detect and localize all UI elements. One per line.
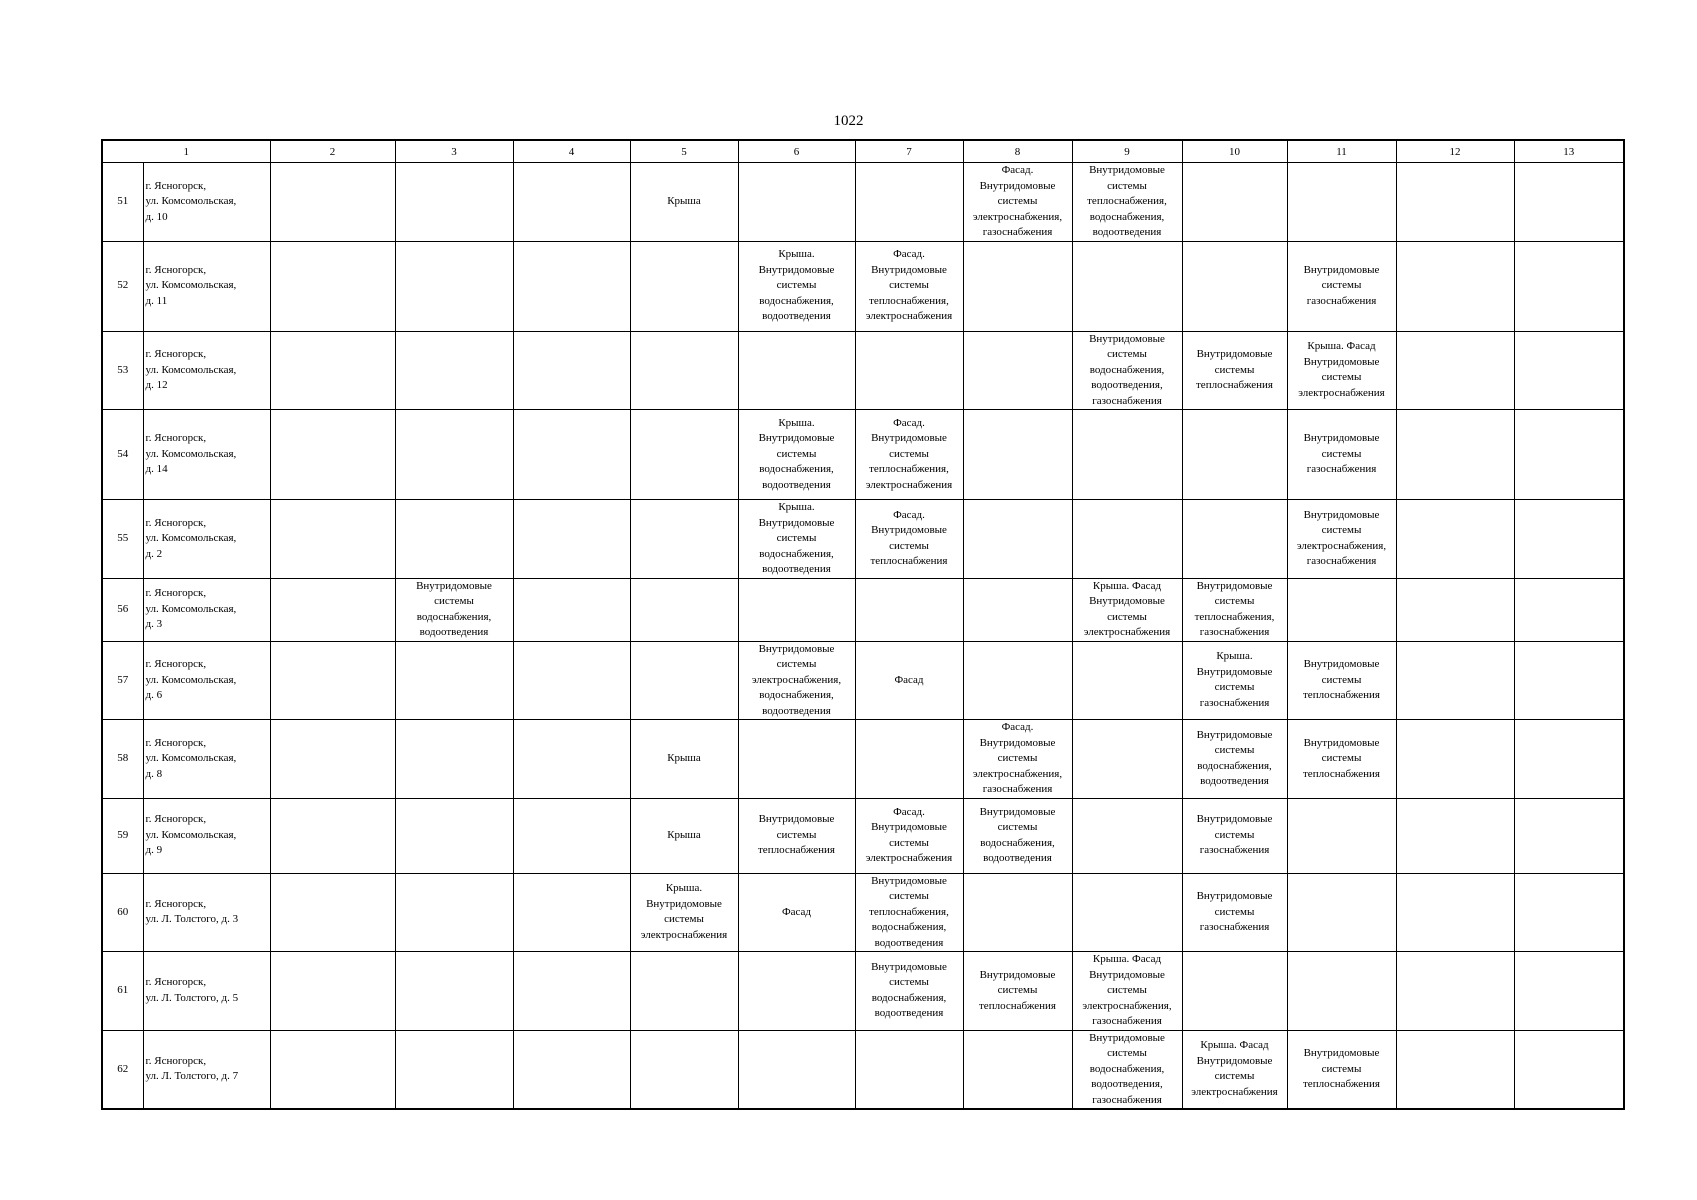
work-cell-col-6: Внутридомовые системы электроснабжения, водоснабжения, водоотведения	[738, 641, 855, 720]
work-cell-col-10: Крыша. Фасад Внутридомовые системы электроснабжения	[1182, 1030, 1287, 1109]
column-header-1: 1	[102, 140, 270, 163]
work-cell-col-11: Внутридомовые системы теплоснабжения	[1287, 720, 1396, 799]
address-cell: г. Ясногорск, ул. Комсомольская, д. 6	[143, 641, 270, 720]
work-cell-col-2	[270, 241, 395, 331]
work-cell-col-3	[395, 798, 513, 873]
table-row	[102, 798, 1624, 873]
table-body	[102, 163, 1624, 1110]
work-cell-col-7	[855, 163, 963, 242]
row-number: 59	[102, 798, 143, 873]
work-cell-col-7	[855, 720, 963, 799]
work-cell-col-10: Внутридомовые системы газоснабжения	[1182, 798, 1287, 873]
work-cell-col-8	[963, 410, 1072, 500]
work-cell-col-4	[513, 641, 630, 720]
column-header-5: 5	[630, 140, 738, 163]
work-cell-col-5	[630, 578, 738, 641]
work-cell-col-4	[513, 1030, 630, 1109]
table-row	[102, 500, 1624, 579]
work-cell-col-6: Крыша. Внутридомовые системы водоснабжения, водоотведения	[738, 500, 855, 579]
table-row	[102, 331, 1624, 410]
work-cell-col-11: Внутридомовые системы газоснабжения	[1287, 241, 1396, 331]
work-cell-col-12	[1396, 1030, 1514, 1109]
work-cell-col-2	[270, 952, 395, 1031]
work-cell-col-10: Внутридомовые системы теплоснабжения	[1182, 331, 1287, 410]
work-cell-col-5: Крыша. Внутридомовые системы электроснабжения	[630, 873, 738, 952]
work-cell-col-4	[513, 798, 630, 873]
work-cell-col-7	[855, 1030, 963, 1109]
work-cell-col-4	[513, 163, 630, 242]
work-cell-col-11: Внутридомовые системы электроснабжения, газоснабжения	[1287, 500, 1396, 579]
work-cell-col-8: Внутридомовые системы теплоснабжения	[963, 952, 1072, 1031]
work-cell-col-3	[395, 410, 513, 500]
work-cell-col-5: Крыша	[630, 798, 738, 873]
work-cell-col-9: Крыша. Фасад Внутридомовые системы электроснабжения, газоснабжения	[1072, 952, 1182, 1031]
work-cell-col-8: Фасад. Внутридомовые системы электроснабжения, газоснабжения	[963, 163, 1072, 242]
column-header-13: 13	[1514, 140, 1624, 163]
work-cell-col-2	[270, 410, 395, 500]
column-header-8: 8	[963, 140, 1072, 163]
work-cell-col-4	[513, 410, 630, 500]
work-cell-col-9	[1072, 641, 1182, 720]
address-cell: г. Ясногорск, ул. Л. Толстого, д. 7	[143, 1030, 270, 1109]
work-cell-col-9: Внутридомовые системы водоснабжения, водоотведения, газоснабжения	[1072, 331, 1182, 410]
work-cell-col-8	[963, 873, 1072, 952]
work-cell-col-2	[270, 798, 395, 873]
row-number: 51	[102, 163, 143, 242]
table-row	[102, 873, 1624, 952]
work-cell-col-10	[1182, 500, 1287, 579]
work-cell-col-12	[1396, 578, 1514, 641]
work-cell-col-9	[1072, 798, 1182, 873]
address-cell: г. Ясногорск, ул. Комсомольская, д. 10	[143, 163, 270, 242]
work-cell-col-5: Крыша	[630, 163, 738, 242]
row-number: 61	[102, 952, 143, 1031]
work-cell-col-11	[1287, 952, 1396, 1031]
work-cell-col-6: Фасад	[738, 873, 855, 952]
work-cell-col-7: Фасад. Внутридомовые системы электроснабжения	[855, 798, 963, 873]
work-cell-col-7: Фасад. Внутридомовые системы теплоснабжения, электроснабжения	[855, 241, 963, 331]
table-row	[102, 952, 1624, 1031]
table-row	[102, 720, 1624, 799]
address-cell: г. Ясногорск, ул. Комсомольская, д. 2	[143, 500, 270, 579]
column-header-10: 10	[1182, 140, 1287, 163]
work-cell-col-8	[963, 641, 1072, 720]
row-number: 62	[102, 1030, 143, 1109]
work-cell-col-5	[630, 641, 738, 720]
work-cell-col-3	[395, 241, 513, 331]
work-cell-col-11	[1287, 578, 1396, 641]
column-header-2: 2	[270, 140, 395, 163]
work-cell-col-10	[1182, 952, 1287, 1031]
work-cell-col-9	[1072, 410, 1182, 500]
work-cell-col-6	[738, 952, 855, 1031]
work-cell-col-9: Внутридомовые системы теплоснабжения, водоснабжения, водоотведения	[1072, 163, 1182, 242]
work-cell-col-2	[270, 873, 395, 952]
work-cell-col-8	[963, 578, 1072, 641]
work-cell-col-4	[513, 952, 630, 1031]
row-number: 56	[102, 578, 143, 641]
work-cell-col-10	[1182, 163, 1287, 242]
header-row	[102, 140, 1624, 163]
work-cell-col-13	[1514, 410, 1624, 500]
work-cell-col-2	[270, 578, 395, 641]
work-cell-col-8	[963, 500, 1072, 579]
column-header-6: 6	[738, 140, 855, 163]
column-header-3: 3	[395, 140, 513, 163]
work-cell-col-12	[1396, 873, 1514, 952]
row-number: 53	[102, 331, 143, 410]
table-row	[102, 1030, 1624, 1109]
work-cell-col-12	[1396, 410, 1514, 500]
work-cell-col-13	[1514, 873, 1624, 952]
work-cell-col-12	[1396, 798, 1514, 873]
table-row	[102, 578, 1624, 641]
work-cell-col-7: Внутридомовые системы водоснабжения, водоотведения	[855, 952, 963, 1031]
address-cell: г. Ясногорск, ул. Комсомольская, д. 3	[143, 578, 270, 641]
page-number: 1022	[833, 113, 864, 129]
work-cell-col-6	[738, 1030, 855, 1109]
row-number: 55	[102, 500, 143, 579]
work-cell-col-2	[270, 1030, 395, 1109]
address-cell: г. Ясногорск, ул. Комсомольская, д. 8	[143, 720, 270, 799]
work-cell-col-13	[1514, 241, 1624, 331]
work-cell-col-13	[1514, 641, 1624, 720]
work-cell-col-13	[1514, 1030, 1624, 1109]
work-cell-col-4	[513, 500, 630, 579]
work-cell-col-3	[395, 500, 513, 579]
work-cell-col-12	[1396, 952, 1514, 1031]
work-cell-col-5	[630, 241, 738, 331]
work-cell-col-3	[395, 163, 513, 242]
work-cell-col-12	[1396, 163, 1514, 242]
work-cell-col-11: Внутридомовые системы газоснабжения	[1287, 410, 1396, 500]
work-cell-col-5	[630, 500, 738, 579]
work-cell-col-5	[630, 1030, 738, 1109]
work-cell-col-3	[395, 952, 513, 1031]
work-cell-col-8	[963, 241, 1072, 331]
work-cell-col-3: Внутридомовые системы водоснабжения, водоотведения	[395, 578, 513, 641]
work-cell-col-6	[738, 331, 855, 410]
work-cell-col-13	[1514, 798, 1624, 873]
work-cell-col-9	[1072, 500, 1182, 579]
work-cell-col-12	[1396, 241, 1514, 331]
work-cell-col-3	[395, 331, 513, 410]
work-cell-col-6	[738, 720, 855, 799]
row-number: 58	[102, 720, 143, 799]
work-cell-col-13	[1514, 578, 1624, 641]
row-number: 57	[102, 641, 143, 720]
work-cell-col-7: Фасад. Внутридомовые системы теплоснабжения	[855, 500, 963, 579]
work-cell-col-2	[270, 331, 395, 410]
work-cell-col-9	[1072, 873, 1182, 952]
work-cell-col-13	[1514, 720, 1624, 799]
work-cell-col-7: Внутридомовые системы теплоснабжения, водоснабжения, водоотведения	[855, 873, 963, 952]
work-cell-col-9: Крыша. Фасад Внутридомовые системы электроснабжения	[1072, 578, 1182, 641]
address-cell: г. Ясногорск, ул. Комсомольская, д. 14	[143, 410, 270, 500]
address-cell: г. Ясногорск, ул. Л. Толстого, д. 5	[143, 952, 270, 1031]
work-cell-col-10: Внутридомовые системы газоснабжения	[1182, 873, 1287, 952]
table-row	[102, 163, 1624, 242]
work-cell-col-3	[395, 1030, 513, 1109]
work-cell-col-12	[1396, 641, 1514, 720]
work-cell-col-5	[630, 331, 738, 410]
work-cell-col-9: Внутридомовые системы водоснабжения, водоотведения, газоснабжения	[1072, 1030, 1182, 1109]
work-cell-col-8	[963, 331, 1072, 410]
work-cell-col-8: Фасад. Внутридомовые системы электроснабжения, газоснабжения	[963, 720, 1072, 799]
work-cell-col-12	[1396, 500, 1514, 579]
schedule-table	[101, 139, 1625, 1110]
address-cell: г. Ясногорск, ул. Комсомольская, д. 9	[143, 798, 270, 873]
column-header-11: 11	[1287, 140, 1396, 163]
table-row	[102, 641, 1624, 720]
work-cell-col-2	[270, 720, 395, 799]
work-cell-col-4	[513, 578, 630, 641]
work-cell-col-11	[1287, 163, 1396, 242]
work-cell-col-11: Внутридомовые системы теплоснабжения	[1287, 641, 1396, 720]
work-cell-col-6: Крыша. Внутридомовые системы водоснабжения, водоотведения	[738, 410, 855, 500]
work-cell-col-8: Внутридомовые системы водоснабжения, водоотведения	[963, 798, 1072, 873]
work-cell-col-11: Внутридомовые системы теплоснабжения	[1287, 1030, 1396, 1109]
work-cell-col-13	[1514, 331, 1624, 410]
table-header	[102, 140, 1624, 163]
address-cell: г. Ясногорск, ул. Л. Толстого, д. 3	[143, 873, 270, 952]
work-cell-col-5	[630, 952, 738, 1031]
work-cell-col-7	[855, 578, 963, 641]
work-cell-col-11	[1287, 798, 1396, 873]
column-header-9: 9	[1072, 140, 1182, 163]
table-row	[102, 410, 1624, 500]
work-cell-col-4	[513, 241, 630, 331]
work-cell-col-6: Внутридомовые системы теплоснабжения	[738, 798, 855, 873]
work-cell-col-7: Фасад	[855, 641, 963, 720]
row-number: 60	[102, 873, 143, 952]
work-cell-col-13	[1514, 500, 1624, 579]
column-header-7: 7	[855, 140, 963, 163]
work-cell-col-6: Крыша. Внутридомовые системы водоснабжения, водоотведения	[738, 241, 855, 331]
work-cell-col-11: Крыша. Фасад Внутридомовые системы электроснабжения	[1287, 331, 1396, 410]
address-cell: г. Ясногорск, ул. Комсомольская, д. 11	[143, 241, 270, 331]
work-cell-col-5	[630, 410, 738, 500]
work-cell-col-4	[513, 720, 630, 799]
work-cell-col-6	[738, 163, 855, 242]
row-number: 54	[102, 410, 143, 500]
work-cell-col-10: Крыша. Внутридомовые системы газоснабжения	[1182, 641, 1287, 720]
work-cell-col-2	[270, 641, 395, 720]
work-cell-col-2	[270, 163, 395, 242]
work-cell-col-4	[513, 873, 630, 952]
work-cell-col-3	[395, 720, 513, 799]
work-cell-col-10: Внутридомовые системы водоснабжения, водоотведения	[1182, 720, 1287, 799]
work-cell-col-10	[1182, 410, 1287, 500]
work-cell-col-7	[855, 331, 963, 410]
work-cell-col-12	[1396, 331, 1514, 410]
work-cell-col-10	[1182, 241, 1287, 331]
work-cell-col-12	[1396, 720, 1514, 799]
column-header-4: 4	[513, 140, 630, 163]
work-cell-col-13	[1514, 952, 1624, 1031]
work-cell-col-11	[1287, 873, 1396, 952]
work-cell-col-13	[1514, 163, 1624, 242]
work-cell-col-9	[1072, 720, 1182, 799]
row-number: 52	[102, 241, 143, 331]
table-row	[102, 241, 1624, 331]
work-cell-col-2	[270, 500, 395, 579]
address-cell: г. Ясногорск, ул. Комсомольская, д. 12	[143, 331, 270, 410]
work-cell-col-7: Фасад. Внутридомовые системы теплоснабжения, электроснабжения	[855, 410, 963, 500]
work-cell-col-9	[1072, 241, 1182, 331]
work-cell-col-8	[963, 1030, 1072, 1109]
work-cell-col-4	[513, 331, 630, 410]
work-cell-col-3	[395, 873, 513, 952]
work-cell-col-5: Крыша	[630, 720, 738, 799]
work-cell-col-3	[395, 641, 513, 720]
work-cell-col-10: Внутридомовые системы теплоснабжения, газоснабжения	[1182, 578, 1287, 641]
column-header-12: 12	[1396, 140, 1514, 163]
work-cell-col-6	[738, 578, 855, 641]
